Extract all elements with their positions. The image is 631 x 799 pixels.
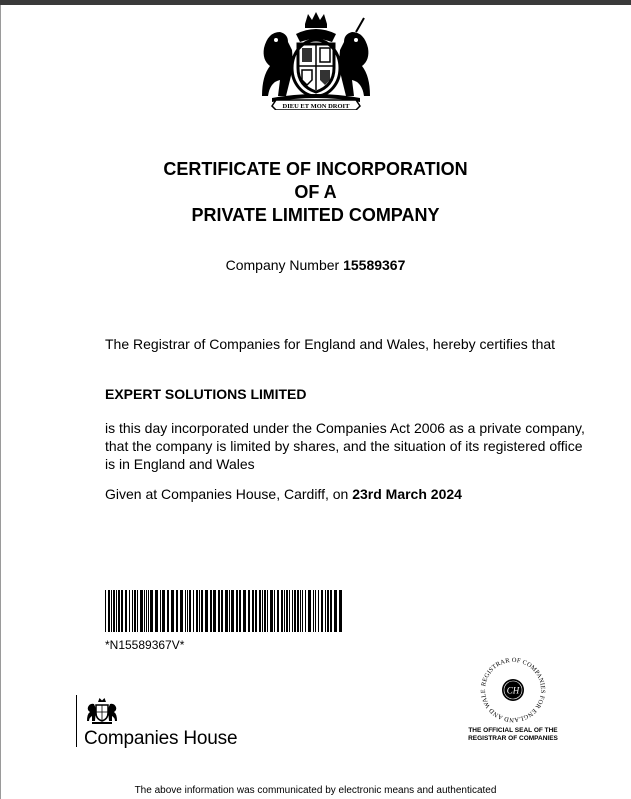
left-border xyxy=(0,5,1,799)
company-number-line xyxy=(0,257,631,273)
seal-ring-text: REGISTRAR OF COMPANIES FOR ENGLAND AND WALE xyxy=(479,656,547,724)
logo-divider xyxy=(76,695,77,747)
companies-house-logo-text: Companies House xyxy=(84,728,238,749)
seal-caption xyxy=(459,727,567,743)
crest-motto: DIEU ET MON DROIT xyxy=(282,103,350,110)
title-line-3: PRIVATE LIMITED COMPANY xyxy=(191,205,440,225)
official-seal-icon xyxy=(474,656,552,724)
title-line-1: CERTIFICATE OF INCORPORATION xyxy=(163,159,468,179)
company-number-value: 15589367 xyxy=(343,257,406,273)
incorporation-statement: is this day incorporated under the Companies Act 2006 as a private company, that the company is limited by shares, and the situation of its registered office is in England and Wales xyxy=(105,420,585,472)
company-number-label: Company Number xyxy=(225,257,340,273)
royal-crest-icon xyxy=(86,697,118,725)
seal-caption-line-2: REGISTRAR OF COMPANIES xyxy=(468,735,558,742)
footer-note: The above information was communicated by electronic means and authenticated xyxy=(134,785,497,796)
seal-monogram: CH xyxy=(506,685,520,696)
seal-caption-line-1: THE OFFICIAL SEAL OF THE xyxy=(468,727,558,734)
royal-coat-of-arms-icon xyxy=(258,10,374,110)
barcode xyxy=(105,590,345,632)
title-line-2: OF A xyxy=(294,182,337,202)
given-date: 23rd March 2024 xyxy=(352,486,462,502)
registrar-statement: The Registrar of Companies for England and Wales, hereby certifies that xyxy=(105,336,556,352)
company-name: EXPERT SOLUTIONS LIMITED xyxy=(105,386,307,402)
top-border xyxy=(0,0,631,5)
given-prefix: Given at Companies House, Cardiff, on xyxy=(105,486,349,502)
barcode-text: *N15589367V* xyxy=(105,638,185,652)
given-line xyxy=(105,486,462,502)
certificate-title xyxy=(0,158,631,227)
